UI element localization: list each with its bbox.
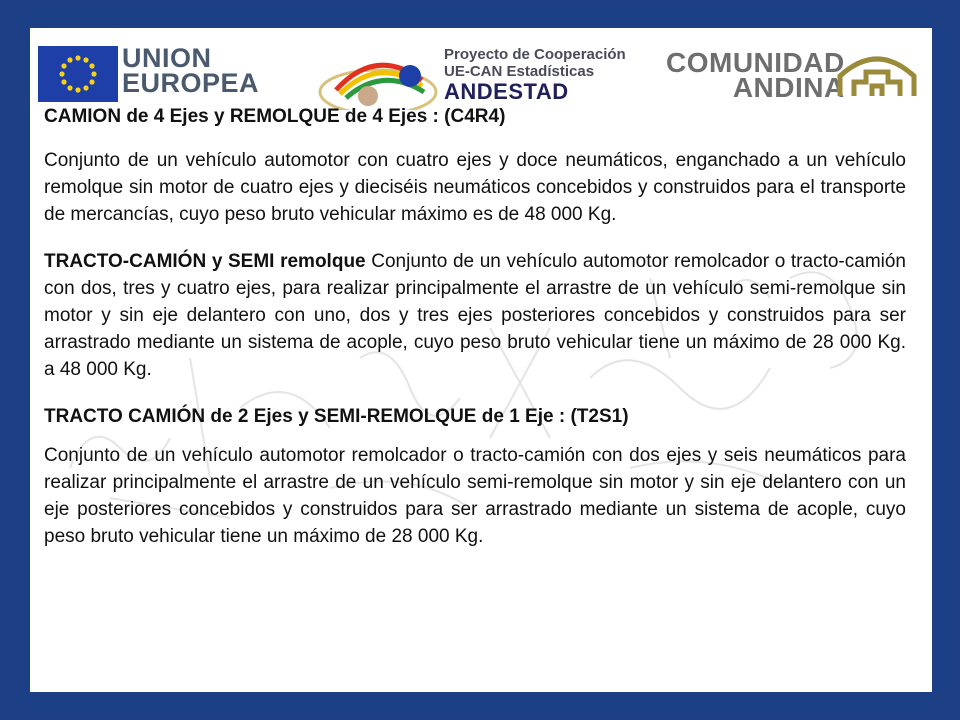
slide-content xyxy=(44,103,906,550)
section-title-tracto-semi: TRACTO-CAMIÓN y SEMI remolque xyxy=(44,251,366,272)
section-title-t2s1: TRACTO CAMIÓN de 2 Ejes y SEMI-REMOLQUE de 1 Eje : (T2S1) xyxy=(44,406,629,427)
section-text-tracto-semi: Conjunto de un vehículo automotor remolcador o tracto-camión con dos, tres y cuatro ejes, para realizar principalmente el arrastre de un vehículo semi-remolque sin motor y sin eje delantero con uno, dos y tres ejes posteriores concebidos y construidos para ser arrastrado mediante un sistema de acople, cuyo peso bruto vehicular tiene un máximo de 28 000 Kg. a 48 000 Kg. xyxy=(44,251,906,380)
section-title-c4r4: CAMION de 4 Ejes y REMOLQUE de 4 Ejes : (C4R4) xyxy=(44,106,506,127)
project-line1: Proyecto de Cooperación xyxy=(444,46,626,63)
eu-line2: EUROPEA xyxy=(122,68,260,98)
andestad-emblem-logo xyxy=(306,50,442,110)
can-line1: COMUNIDAD xyxy=(666,47,845,78)
header-logos xyxy=(30,28,932,110)
slide xyxy=(30,28,932,692)
section-tracto-semi xyxy=(44,248,906,383)
section-text-c4r4: Conjunto de un vehículo automotor con cuatro ejes y doce neumáticos, enganchado a un vehículo remolque sin motor de cuatro ejes y dieciséis neumáticos concebidos y construidos para el transporte de mercancías, cuyo peso bruto vehicular máximo es de 48 000 Kg. xyxy=(44,150,906,225)
eu-line1: UNION xyxy=(122,43,212,73)
project-title xyxy=(444,46,626,104)
eu-flag-logo xyxy=(38,46,118,102)
project-line2: UE-CAN Estadísticas xyxy=(444,63,595,80)
project-name: ANDESTAD xyxy=(444,79,569,104)
section-text-t2s1: Conjunto de un vehículo automotor remolcador o tracto-camión con dos ejes y seis neumáticos para realizar principalmente el arrastre de un vehículo semi-remolque sin motor y sin eje delantero con un eje posteriores concebidos y construidos para ser arrastrado mediante un sistema de acople, cuyo peso bruto vehicular tiene un máximo de 28 000 Kg. xyxy=(44,445,906,547)
can-line2: ANDINA xyxy=(732,72,845,103)
eu-name xyxy=(122,43,260,98)
comunidad-andina-logo xyxy=(836,50,918,100)
can-name xyxy=(666,47,845,103)
